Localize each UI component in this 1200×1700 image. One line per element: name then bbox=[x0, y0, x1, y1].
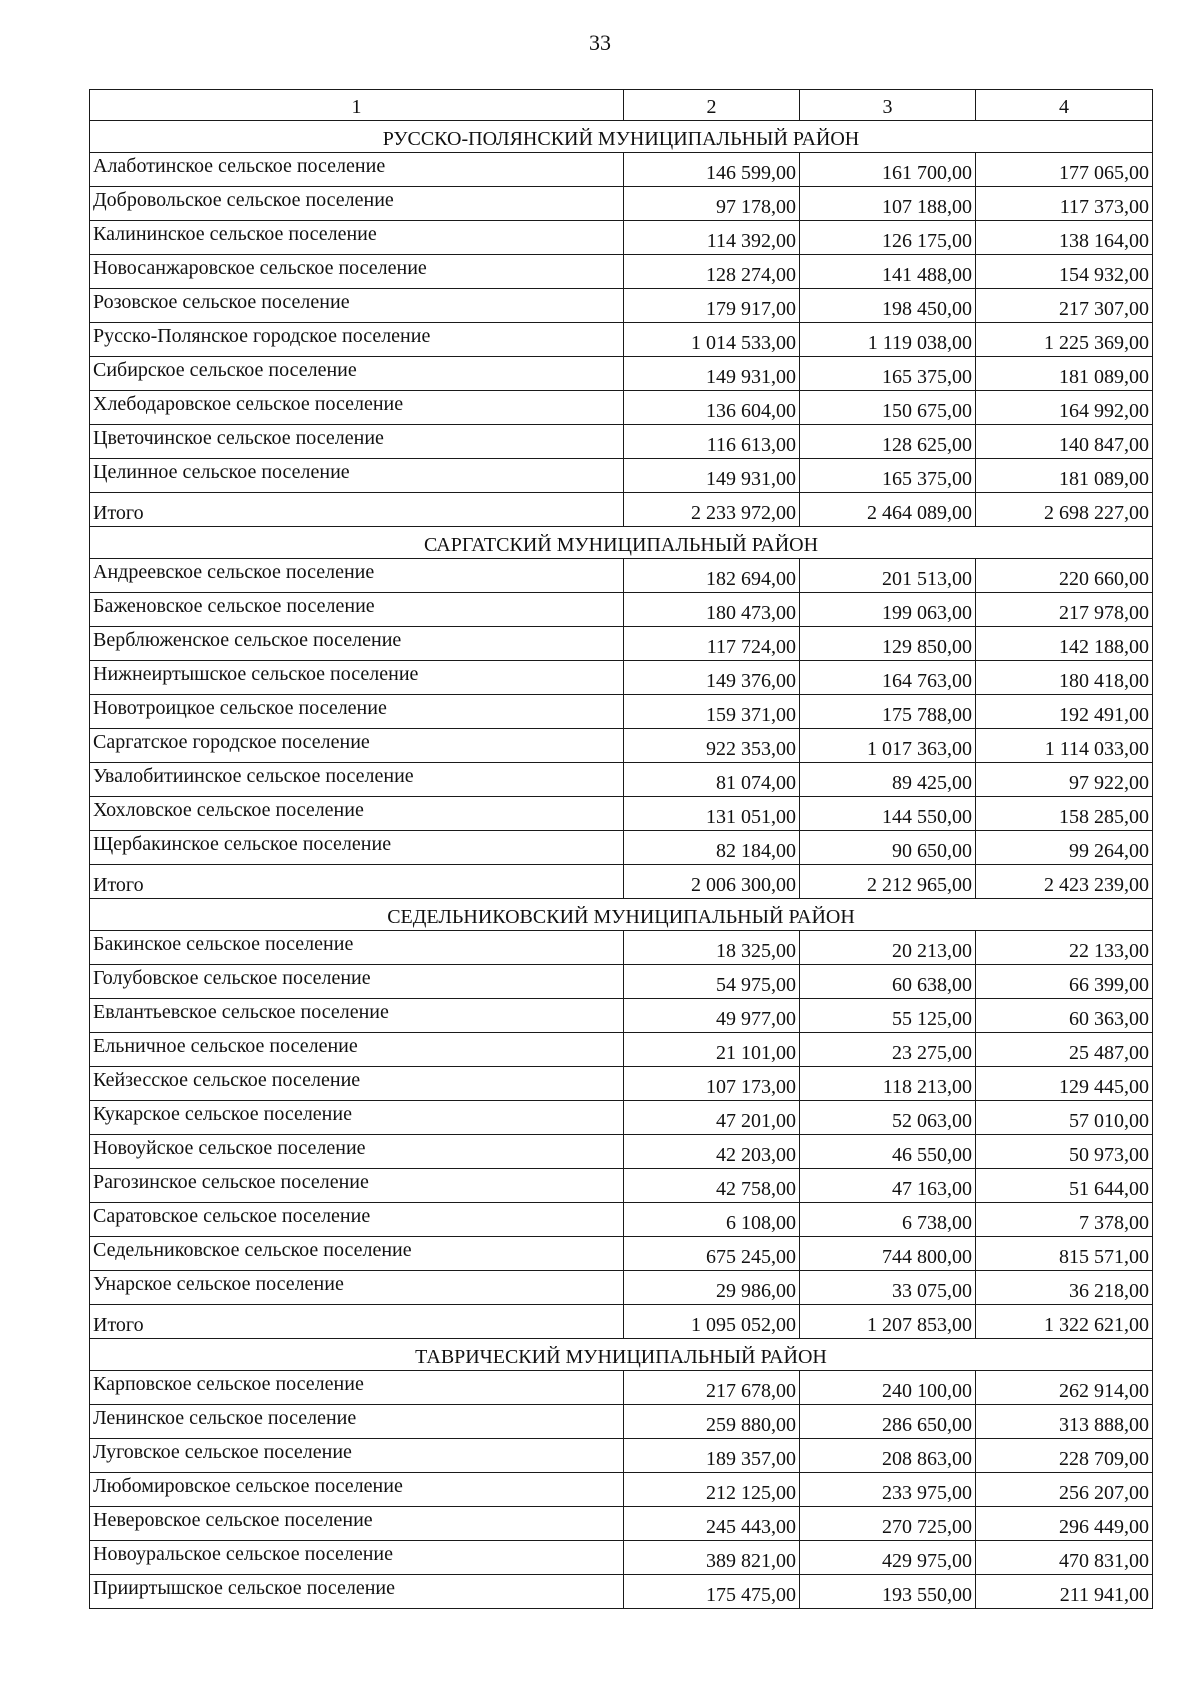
value-col-4: 66 399,00 bbox=[976, 965, 1153, 999]
value-col-3: 233 975,00 bbox=[800, 1473, 976, 1507]
value-col-3: 240 100,00 bbox=[800, 1371, 976, 1405]
value-col-4: 158 285,00 bbox=[976, 797, 1153, 831]
value-col-3: 208 863,00 bbox=[800, 1439, 976, 1473]
table-row bbox=[90, 1067, 1153, 1101]
value-col-3: 201 513,00 bbox=[800, 559, 976, 593]
value-col-2: 149 931,00 bbox=[624, 357, 800, 391]
table-row bbox=[90, 221, 1153, 255]
value-col-2: 47 201,00 bbox=[624, 1101, 800, 1135]
value-col-4: 220 660,00 bbox=[976, 559, 1153, 593]
settlement-name: Русско-Полянское городское поселение bbox=[90, 323, 624, 357]
table-row bbox=[90, 1135, 1153, 1169]
value-col-4: 129 445,00 bbox=[976, 1067, 1153, 1101]
value-col-3: 89 425,00 bbox=[800, 763, 976, 797]
value-col-4: 296 449,00 bbox=[976, 1507, 1153, 1541]
value-col-3: 128 625,00 bbox=[800, 425, 976, 459]
settlement-name: Голубовское сельское поселение bbox=[90, 965, 624, 999]
table-row bbox=[90, 831, 1153, 865]
table-row bbox=[90, 1271, 1153, 1305]
value-col-2: 2 006 300,00 bbox=[624, 865, 800, 899]
value-col-2: 180 473,00 bbox=[624, 593, 800, 627]
settlement-name: Баженовское сельское поселение bbox=[90, 593, 624, 627]
table-row bbox=[90, 797, 1153, 831]
value-col-3: 126 175,00 bbox=[800, 221, 976, 255]
settlement-name: Седельниковское сельское поселение bbox=[90, 1237, 624, 1271]
settlement-name: Ленинское сельское поселение bbox=[90, 1405, 624, 1439]
value-col-2: 212 125,00 bbox=[624, 1473, 800, 1507]
table-row bbox=[90, 999, 1153, 1033]
value-col-3: 46 550,00 bbox=[800, 1135, 976, 1169]
value-col-3: 429 975,00 bbox=[800, 1541, 976, 1575]
table-row bbox=[90, 459, 1153, 493]
value-col-2: 49 977,00 bbox=[624, 999, 800, 1033]
table-row bbox=[90, 153, 1153, 187]
value-col-3: 165 375,00 bbox=[800, 357, 976, 391]
total-row bbox=[90, 865, 1153, 899]
district-header-row bbox=[90, 121, 1153, 153]
settlement-name: Саргатское городское поселение bbox=[90, 729, 624, 763]
value-col-3: 165 375,00 bbox=[800, 459, 976, 493]
value-col-4: 313 888,00 bbox=[976, 1405, 1153, 1439]
value-col-4: 154 932,00 bbox=[976, 255, 1153, 289]
value-col-4: 181 089,00 bbox=[976, 357, 1153, 391]
column-number-row bbox=[90, 90, 1153, 121]
settlement-name: Целинное сельское поселение bbox=[90, 459, 624, 493]
table-row bbox=[90, 1541, 1153, 1575]
value-col-2: 21 101,00 bbox=[624, 1033, 800, 1067]
value-col-4: 140 847,00 bbox=[976, 425, 1153, 459]
table-row bbox=[90, 661, 1153, 695]
district-header-row bbox=[90, 899, 1153, 931]
settlement-name: Саратовское сельское поселение bbox=[90, 1203, 624, 1237]
district-name: СЕДЕЛЬНИКОВСКИЙ МУНИЦИПАЛЬНЫЙ РАЙОН bbox=[90, 899, 1153, 931]
table-row bbox=[90, 695, 1153, 729]
value-col-3: 1 207 853,00 bbox=[800, 1305, 976, 1339]
column-number-3: 3 bbox=[800, 90, 976, 121]
value-col-4: 177 065,00 bbox=[976, 153, 1153, 187]
value-col-4: 262 914,00 bbox=[976, 1371, 1153, 1405]
total-row bbox=[90, 1305, 1153, 1339]
settlement-name: Бакинское сельское поселение bbox=[90, 931, 624, 965]
value-col-2: 179 917,00 bbox=[624, 289, 800, 323]
value-col-4: 57 010,00 bbox=[976, 1101, 1153, 1135]
settlement-name: Сибирское сельское поселение bbox=[90, 357, 624, 391]
value-col-2: 81 074,00 bbox=[624, 763, 800, 797]
value-col-2: 117 724,00 bbox=[624, 627, 800, 661]
value-col-2: 18 325,00 bbox=[624, 931, 800, 965]
settlement-name: Унарское сельское поселение bbox=[90, 1271, 624, 1305]
settlement-name: Кейзесское сельское поселение bbox=[90, 1067, 624, 1101]
value-col-4: 470 831,00 bbox=[976, 1541, 1153, 1575]
table-row bbox=[90, 1371, 1153, 1405]
value-col-2: 217 678,00 bbox=[624, 1371, 800, 1405]
value-col-4: 142 188,00 bbox=[976, 627, 1153, 661]
value-col-3: 90 650,00 bbox=[800, 831, 976, 865]
value-col-3: 6 738,00 bbox=[800, 1203, 976, 1237]
value-col-4: 22 133,00 bbox=[976, 931, 1153, 965]
table-row bbox=[90, 1169, 1153, 1203]
value-col-4: 164 992,00 bbox=[976, 391, 1153, 425]
table-row bbox=[90, 627, 1153, 661]
value-col-4: 217 978,00 bbox=[976, 593, 1153, 627]
table-row bbox=[90, 763, 1153, 797]
value-col-3: 193 550,00 bbox=[800, 1575, 976, 1609]
value-col-2: 114 392,00 bbox=[624, 221, 800, 255]
settlement-name: Новосанжаровское сельское поселение bbox=[90, 255, 624, 289]
value-col-4: 815 571,00 bbox=[976, 1237, 1153, 1271]
value-col-2: 97 178,00 bbox=[624, 187, 800, 221]
value-col-2: 6 108,00 bbox=[624, 1203, 800, 1237]
table-row bbox=[90, 357, 1153, 391]
value-col-4: 1 114 033,00 bbox=[976, 729, 1153, 763]
settlement-name: Неверовское сельское поселение bbox=[90, 1507, 624, 1541]
value-col-3: 52 063,00 bbox=[800, 1101, 976, 1135]
value-col-2: 107 173,00 bbox=[624, 1067, 800, 1101]
settlement-name: Алаботинское сельское поселение bbox=[90, 153, 624, 187]
column-number-2: 2 bbox=[624, 90, 800, 121]
table-row bbox=[90, 425, 1153, 459]
settlement-name: Калининское сельское поселение bbox=[90, 221, 624, 255]
value-col-3: 129 850,00 bbox=[800, 627, 976, 661]
table-row bbox=[90, 593, 1153, 627]
value-col-3: 60 638,00 bbox=[800, 965, 976, 999]
value-col-3: 286 650,00 bbox=[800, 1405, 976, 1439]
value-col-3: 20 213,00 bbox=[800, 931, 976, 965]
value-col-2: 189 357,00 bbox=[624, 1439, 800, 1473]
table-row bbox=[90, 931, 1153, 965]
value-col-2: 259 880,00 bbox=[624, 1405, 800, 1439]
settlement-name: Щербакинское сельское поселение bbox=[90, 831, 624, 865]
district-header-row bbox=[90, 1339, 1153, 1371]
district-name: САРГАТСКИЙ МУНИЦИПАЛЬНЫЙ РАЙОН bbox=[90, 527, 1153, 559]
value-col-2: 182 694,00 bbox=[624, 559, 800, 593]
settlement-name: Рагозинское сельское поселение bbox=[90, 1169, 624, 1203]
table-row bbox=[90, 1405, 1153, 1439]
settlement-name: Прииртышское сельское поселение bbox=[90, 1575, 624, 1609]
value-col-3: 270 725,00 bbox=[800, 1507, 976, 1541]
value-col-4: 192 491,00 bbox=[976, 695, 1153, 729]
value-col-2: 2 233 972,00 bbox=[624, 493, 800, 527]
value-col-3: 33 075,00 bbox=[800, 1271, 976, 1305]
table-row bbox=[90, 729, 1153, 763]
table-body bbox=[90, 90, 1153, 1609]
total-row bbox=[90, 493, 1153, 527]
settlement-name: Добровольское сельское поселение bbox=[90, 187, 624, 221]
value-col-3: 23 275,00 bbox=[800, 1033, 976, 1067]
value-col-2: 128 274,00 bbox=[624, 255, 800, 289]
value-col-4: 2 423 239,00 bbox=[976, 865, 1153, 899]
settlement-name: Новоуральское сельское поселение bbox=[90, 1541, 624, 1575]
value-col-3: 141 488,00 bbox=[800, 255, 976, 289]
value-col-3: 2 464 089,00 bbox=[800, 493, 976, 527]
value-col-3: 175 788,00 bbox=[800, 695, 976, 729]
settlement-name: Карповское сельское поселение bbox=[90, 1371, 624, 1405]
value-col-3: 47 163,00 bbox=[800, 1169, 976, 1203]
table-row bbox=[90, 1439, 1153, 1473]
value-col-4: 138 164,00 bbox=[976, 221, 1153, 255]
table-row bbox=[90, 1033, 1153, 1067]
value-col-3: 107 188,00 bbox=[800, 187, 976, 221]
value-col-2: 149 931,00 bbox=[624, 459, 800, 493]
value-col-4: 36 218,00 bbox=[976, 1271, 1153, 1305]
value-col-4: 217 307,00 bbox=[976, 289, 1153, 323]
value-col-2: 675 245,00 bbox=[624, 1237, 800, 1271]
settlement-name: Луговское сельское поселение bbox=[90, 1439, 624, 1473]
value-col-4: 50 973,00 bbox=[976, 1135, 1153, 1169]
table-row bbox=[90, 255, 1153, 289]
settlement-name: Хохловское сельское поселение bbox=[90, 797, 624, 831]
value-col-4: 25 487,00 bbox=[976, 1033, 1153, 1067]
column-number-1: 1 bbox=[90, 90, 624, 121]
settlement-name: Андреевское сельское поселение bbox=[90, 559, 624, 593]
table-row bbox=[90, 187, 1153, 221]
settlement-name: Итого bbox=[90, 1305, 624, 1339]
value-col-3: 164 763,00 bbox=[800, 661, 976, 695]
value-col-4: 51 644,00 bbox=[976, 1169, 1153, 1203]
value-col-4: 256 207,00 bbox=[976, 1473, 1153, 1507]
page-number: 33 bbox=[589, 30, 611, 55]
value-col-3: 1 017 363,00 bbox=[800, 729, 976, 763]
settlement-name: Итого bbox=[90, 493, 624, 527]
value-col-2: 136 604,00 bbox=[624, 391, 800, 425]
value-col-4: 99 264,00 bbox=[976, 831, 1153, 865]
value-col-2: 146 599,00 bbox=[624, 153, 800, 187]
district-header-row bbox=[90, 527, 1153, 559]
value-col-4: 211 941,00 bbox=[976, 1575, 1153, 1609]
value-col-4: 60 363,00 bbox=[976, 999, 1153, 1033]
settlement-name: Нижнеиртышское сельское поселение bbox=[90, 661, 624, 695]
value-col-2: 42 203,00 bbox=[624, 1135, 800, 1169]
value-col-2: 54 975,00 bbox=[624, 965, 800, 999]
value-col-2: 245 443,00 bbox=[624, 1507, 800, 1541]
settlement-name: Новотроицкое сельское поселение bbox=[90, 695, 624, 729]
value-col-3: 198 450,00 bbox=[800, 289, 976, 323]
value-col-3: 55 125,00 bbox=[800, 999, 976, 1033]
table-row bbox=[90, 1473, 1153, 1507]
value-col-3: 150 675,00 bbox=[800, 391, 976, 425]
value-col-4: 181 089,00 bbox=[976, 459, 1153, 493]
settlement-name: Итого bbox=[90, 865, 624, 899]
value-col-4: 2 698 227,00 bbox=[976, 493, 1153, 527]
value-col-3: 118 213,00 bbox=[800, 1067, 976, 1101]
table-row bbox=[90, 1203, 1153, 1237]
settlement-name: Ельничное сельское поселение bbox=[90, 1033, 624, 1067]
settlement-name: Цветочинское сельское поселение bbox=[90, 425, 624, 459]
table-row bbox=[90, 965, 1153, 999]
settlement-name: Верблюженское сельское поселение bbox=[90, 627, 624, 661]
value-col-4: 1 225 369,00 bbox=[976, 323, 1153, 357]
value-col-4: 1 322 621,00 bbox=[976, 1305, 1153, 1339]
value-col-3: 1 119 038,00 bbox=[800, 323, 976, 357]
value-col-2: 149 376,00 bbox=[624, 661, 800, 695]
column-number-4: 4 bbox=[976, 90, 1153, 121]
table-row bbox=[90, 323, 1153, 357]
value-col-2: 1 095 052,00 bbox=[624, 1305, 800, 1339]
table-row bbox=[90, 289, 1153, 323]
value-col-4: 117 373,00 bbox=[976, 187, 1153, 221]
table-row bbox=[90, 559, 1153, 593]
value-col-4: 97 922,00 bbox=[976, 763, 1153, 797]
settlement-name: Любомировское сельское поселение bbox=[90, 1473, 624, 1507]
settlement-name: Увалобитиинское сельское поселение bbox=[90, 763, 624, 797]
value-col-2: 131 051,00 bbox=[624, 797, 800, 831]
value-col-2: 29 986,00 bbox=[624, 1271, 800, 1305]
value-col-3: 199 063,00 bbox=[800, 593, 976, 627]
value-col-4: 180 418,00 bbox=[976, 661, 1153, 695]
settlement-name: Евлантьевское сельское поселение bbox=[90, 999, 624, 1033]
value-col-2: 1 014 533,00 bbox=[624, 323, 800, 357]
value-col-3: 144 550,00 bbox=[800, 797, 976, 831]
budget-table bbox=[89, 89, 1153, 1609]
settlement-name: Хлебодаровское сельское поселение bbox=[90, 391, 624, 425]
table-row bbox=[90, 1101, 1153, 1135]
table-row bbox=[90, 1237, 1153, 1271]
district-name: ТАВРИЧЕСКИЙ МУНИЦИПАЛЬНЫЙ РАЙОН bbox=[90, 1339, 1153, 1371]
district-name: РУССКО-ПОЛЯНСКИЙ МУНИЦИПАЛЬНЫЙ РАЙОН bbox=[90, 121, 1153, 153]
value-col-2: 82 184,00 bbox=[624, 831, 800, 865]
table-row bbox=[90, 1507, 1153, 1541]
value-col-2: 922 353,00 bbox=[624, 729, 800, 763]
value-col-3: 161 700,00 bbox=[800, 153, 976, 187]
value-col-3: 744 800,00 bbox=[800, 1237, 976, 1271]
value-col-2: 42 758,00 bbox=[624, 1169, 800, 1203]
value-col-4: 7 378,00 bbox=[976, 1203, 1153, 1237]
table-row bbox=[90, 391, 1153, 425]
settlement-name: Розовское сельское поселение bbox=[90, 289, 624, 323]
value-col-2: 116 613,00 bbox=[624, 425, 800, 459]
table-row bbox=[90, 1575, 1153, 1609]
value-col-2: 175 475,00 bbox=[624, 1575, 800, 1609]
value-col-3: 2 212 965,00 bbox=[800, 865, 976, 899]
value-col-2: 389 821,00 bbox=[624, 1541, 800, 1575]
settlement-name: Кукарское сельское поселение bbox=[90, 1101, 624, 1135]
settlement-name: Новоуйское сельское поселение bbox=[90, 1135, 624, 1169]
value-col-2: 159 371,00 bbox=[624, 695, 800, 729]
value-col-4: 228 709,00 bbox=[976, 1439, 1153, 1473]
